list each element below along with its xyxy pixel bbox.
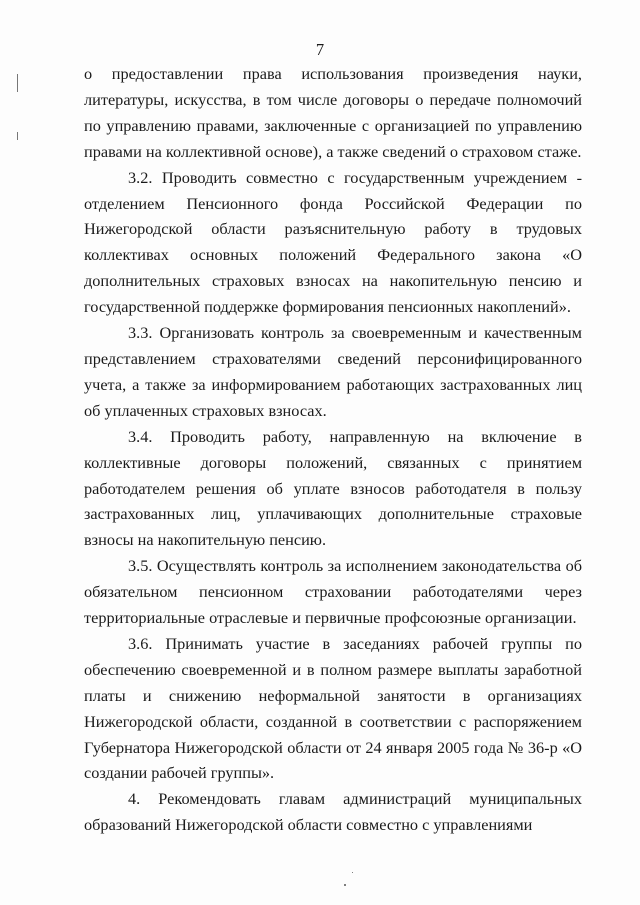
document-body bbox=[84, 61, 582, 838]
scan-speck bbox=[352, 872, 353, 873]
paragraph-3-5: 3.5. Осуществлять контроль за исполнением законодательства об обязательном пенсионном страховании работодателями через территориальные отраслевые и первичные профсоюзные организации. bbox=[84, 556, 582, 628]
paragraph-3-3: 3.3. Организовать контроль за своевременным и качественным представлением страхователями сведений персонифицированного учета, а также за информированием работающих застрахованных лиц об уплаченных страховых взносах. bbox=[84, 323, 582, 420]
paragraph-3-2: 3.2. Проводить совместно с государственным учреждением - отделением Пенсионного фонда Российской Федерации по Нижегородской области разъяснительную работу в трудовых коллективах основных положений Федерального закона «О дополнительных страховых взносах на накопительную пенсию и государственной поддержке формирования пенсионных накоплений». bbox=[84, 167, 582, 317]
paragraph-3-6: 3.6. Принимать участие в заседаниях рабочей группы по обеспечению своевременной и в полном размере выплаты заработной платы и снижению неформальной занятости в организациях Нижегородской области, созданной в соответствии с распоряжением Губернатора Нижегородской области от 24 января 2005 года № 36-р «О создании рабочей группы». bbox=[84, 633, 582, 783]
paragraph-3-4: 3.4. Проводить работу, направленную на включение в коллективные договоры положений, связанных с принятием работодателем решения об уплате взносов работодателя в пользу застрахованных лиц, уплачивающих дополнительные страховые взносы на накопительную пенсию. bbox=[84, 426, 582, 550]
scan-speck bbox=[344, 884, 346, 886]
scan-edge-mark bbox=[17, 132, 18, 140]
paragraph-continuation: о предоставлении права использования произведения науки, литературы, искусства, в том числе договоры о передаче полномочий по управлению правами, заключенные с организацией по управлению правами на коллективной основе), а также сведений о страховом стаже. bbox=[84, 64, 582, 161]
paragraph-4: 4. Рекомендовать главам администраций муниципальных образований Нижегородской области совместно с управлениями bbox=[84, 789, 582, 835]
page-number: 7 bbox=[315, 40, 325, 59]
scan-edge-mark bbox=[17, 74, 18, 92]
